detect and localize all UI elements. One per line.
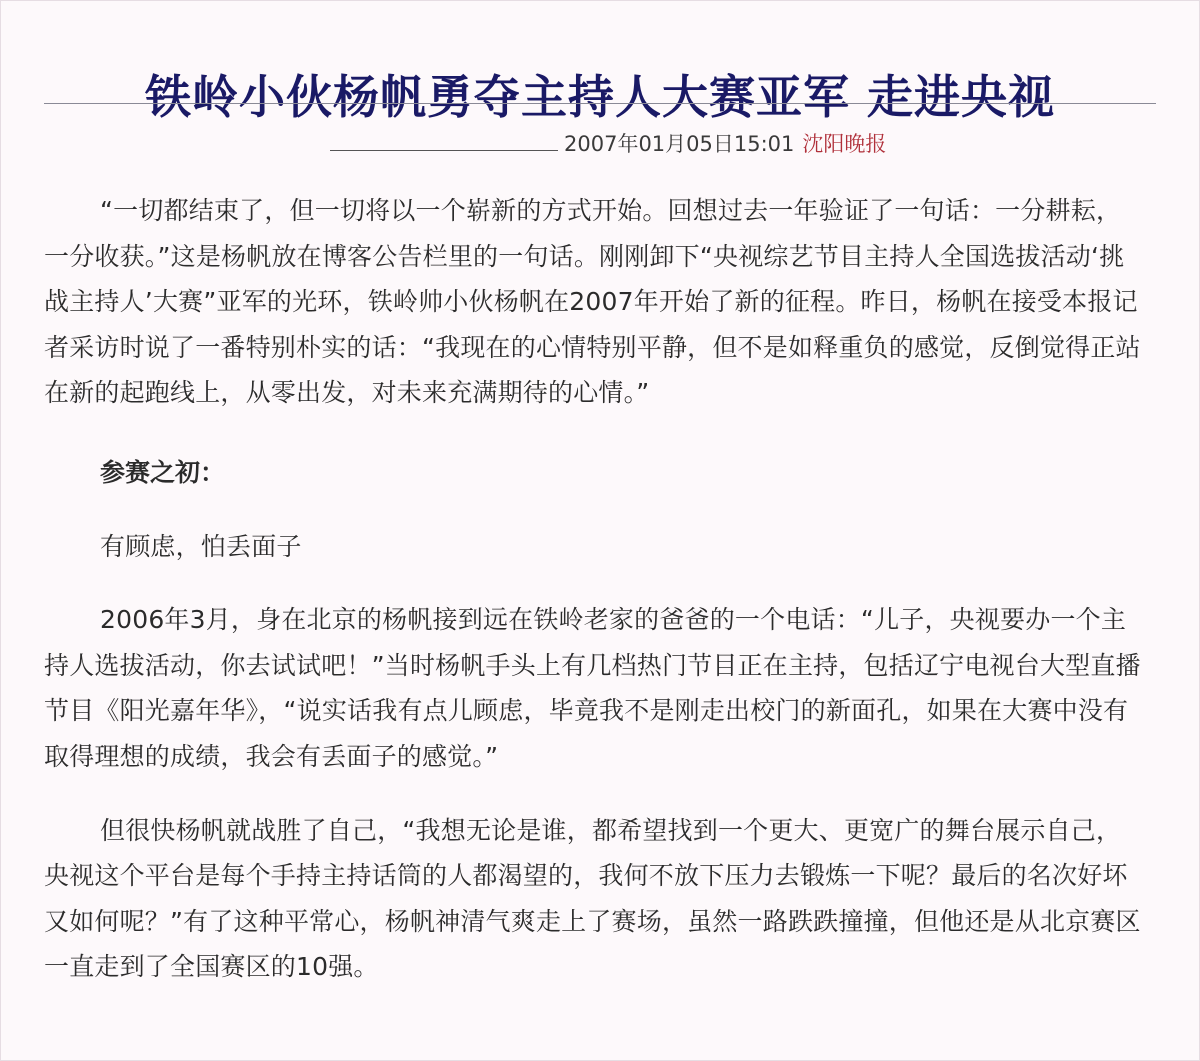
meta-dash-line [330,150,558,151]
paragraph-decision: 但很快杨帆就战胜了自己，“我想无论是谁，都希望找到一个更大、更宽广的舞台展示自己，央视这个平台是每个手持主持话筒的人都渴望的，我何不放下压力去锻炼一下呢？最后的名次好坏又如何呢？”有了这种平常心，杨帆神清气爽走上了赛场，虽然一路跌跌撞撞，但他还是从北京赛区一直走到了全国赛区的10强。 [44,815,1141,982]
section-subheading: 有顾虑，怕丢面子 [100,531,302,561]
article-body [44,188,1144,990]
article-meta [330,128,886,158]
publish-date: 2007年01月05日15:01 [564,132,795,156]
source-link[interactable]: 沈阳晚报 [802,132,887,156]
title-divider [44,103,1156,104]
article-title: 铁岭小伙杨帆勇夺主持人大赛亚军 走进央视 [144,69,1055,124]
paragraph-intro: “一切都结束了，但一切将以一个崭新的方式开始。回想过去一年验证了一句话：一分耕耘，一分收获。”这是杨帆放在博客公告栏里的一句话。刚刚卸下“央视综艺节目主持人全国选拔活动‘挑战主持人’大赛”亚军的光环，铁岭帅小伙杨帆在2007年开始了新的征程。昨日，杨帆在接受本报记者采访时说了一番特别朴实的话：“我现在的心情特别平静，但不是如释重负的感觉，反倒觉得正站在新的起跑线上，从零出发，对未来充满期待的心情。” [44,196,1141,408]
section-heading: 参赛之初： [100,457,226,487]
paragraph-call: 2006年3月，身在北京的杨帆接到远在铁岭老家的爸爸的一个电话：“儿子，央视要办一个主持人选拔活动，你去试试吧！”当时杨帆手头上有几档热门节目正在主持，包括辽宁电视台大型直播节目《阳光嘉年华》，“说实话我有点儿顾虑，毕竟我不是刚走出校门的新面孔，如果在大赛中没有取得理想的成绩，我会有丢面子的感觉。” [44,605,1141,771]
